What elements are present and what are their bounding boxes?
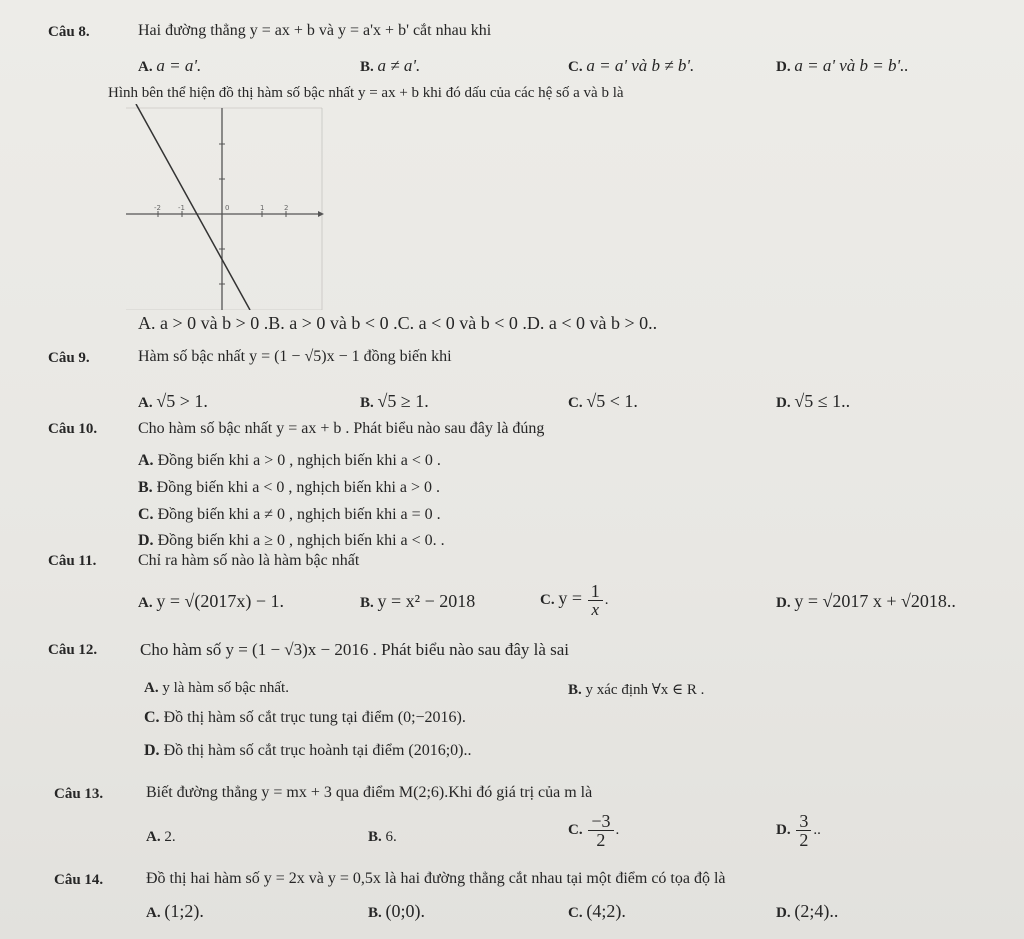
q13-option-b: B. 6. (368, 829, 397, 845)
x-axis-arrow-icon (318, 211, 324, 217)
q8-option-d: D. a = a' và b = b'.. (776, 56, 909, 75)
q8-graph-options: A. a > 0 và b > 0 .B. a > 0 và b < 0 .C. a < 0 và b < 0 .D. a < 0 và b > 0.. (138, 313, 658, 333)
question-14-stem: Đồ thị hai hàm số y = 2x và y = 0,5x là hai đường thẳng cắt nhau tại một điểm có tọa độ là (146, 870, 726, 887)
q8-option-a: A. a = a'. (138, 56, 202, 75)
q8-option-b: B. a ≠ a'. (360, 56, 421, 75)
q9-option-d: D. √5 ≤ 1.. (776, 391, 851, 411)
question-14-number: Câu 14. (54, 872, 104, 888)
x-tick-label: -1 (178, 204, 185, 212)
q10-option-b: B. Đồng biến khi a < 0 , nghịch biến khi a > 0 . (138, 479, 441, 496)
q14-option-b: B. (0;0). (368, 901, 426, 921)
question-11-stem: Chỉ ra hàm số nào là hàm bậc nhất (138, 552, 360, 569)
x-tick-label: 1 (260, 204, 265, 212)
question-9-stem: Hàm số bậc nhất y = (1 − √5)x − 1 đồng biến khi (138, 348, 452, 365)
q14-option-c: C. (4;2). (568, 901, 626, 921)
q9-option-c: C. √5 < 1. (568, 391, 638, 411)
question-11-number: Câu 11. (48, 553, 97, 569)
q13-option-a: A. 2. (146, 829, 176, 845)
q10-option-a: A. Đồng biến khi a > 0 , nghịch biến khi a < 0 . (138, 452, 441, 469)
question-8-stem: Hai đường thẳng y = ax + b và y = a'x + b' cắt nhau khi (138, 22, 492, 39)
q11-option-b: B. y = x² − 2018 (360, 591, 476, 611)
question-12-stem: Cho hàm số y = (1 − √3)x − 2016 . Phát biểu nào sau đây là sai (140, 640, 570, 659)
q9-option-a: A. √5 > 1. (138, 391, 208, 411)
q13-option-d: D. $\frac{3}{2}$ .. (776, 811, 821, 850)
x-tick-label: 2 (284, 204, 289, 212)
q8-option-c: C. a = a' và b ≠ b'. (568, 56, 695, 75)
q11-option-a: A. y = √(2017x) − 1. (138, 591, 285, 611)
q12-option-c: C. Đồ thị hàm số cắt trục tung tại điểm (0;−2016). (144, 709, 466, 726)
x-tick-label: -2 (154, 204, 161, 212)
q10-option-c: C. Đồng biến khi a ≠ 0 , nghịch biến khi a = 0 . (138, 506, 441, 523)
q9-option-b: B. √5 ≥ 1. (360, 391, 429, 411)
question-10-stem: Cho hàm số bậc nhất y = ax + b . Phát biểu nào sau đây là đúng (138, 420, 545, 437)
q8-graph-stem: Hình bên thể hiện đồ thị hàm số bậc nhất y = ax + b khi đó dấu của các hệ số a và b là (108, 85, 624, 101)
q13-option-c: C. $\frac{-3}{2}$ . (568, 811, 620, 850)
q10-option-d: D. Đồng biến khi a ≥ 0 , nghịch biến khi a < 0. . (138, 532, 445, 549)
q12-option-b: B. y xác định ∀x ∈ R . (568, 682, 705, 698)
question-13-number: Câu 13. (54, 786, 104, 802)
question-10-number: Câu 10. (48, 421, 98, 437)
linear-function-graph (126, 104, 326, 310)
question-9-number: Câu 9. (48, 350, 90, 366)
question-12-number: Câu 12. (48, 642, 98, 658)
question-13-stem: Biết đường thẳng y = mx + 3 qua điểm M(2;6).Khi đó giá trị của m là (146, 784, 593, 801)
q14-option-a: A. (1;2). (146, 901, 204, 921)
q11-option-c: C. y = $\frac{1}{x}$ . (540, 581, 609, 619)
question-8-number: Câu 8. (48, 24, 90, 40)
q12-option-d: D. Đồ thị hàm số cắt trục hoành tại điểm (2016;0).. (144, 742, 472, 759)
origin-label: 0 (225, 204, 230, 212)
q11-option-d: D. y = √2017 x + √2018.. (776, 591, 956, 611)
q12-option-a: A. y là hàm số bậc nhất. (144, 680, 289, 696)
q14-option-d: D. (2;4).. (776, 901, 839, 921)
